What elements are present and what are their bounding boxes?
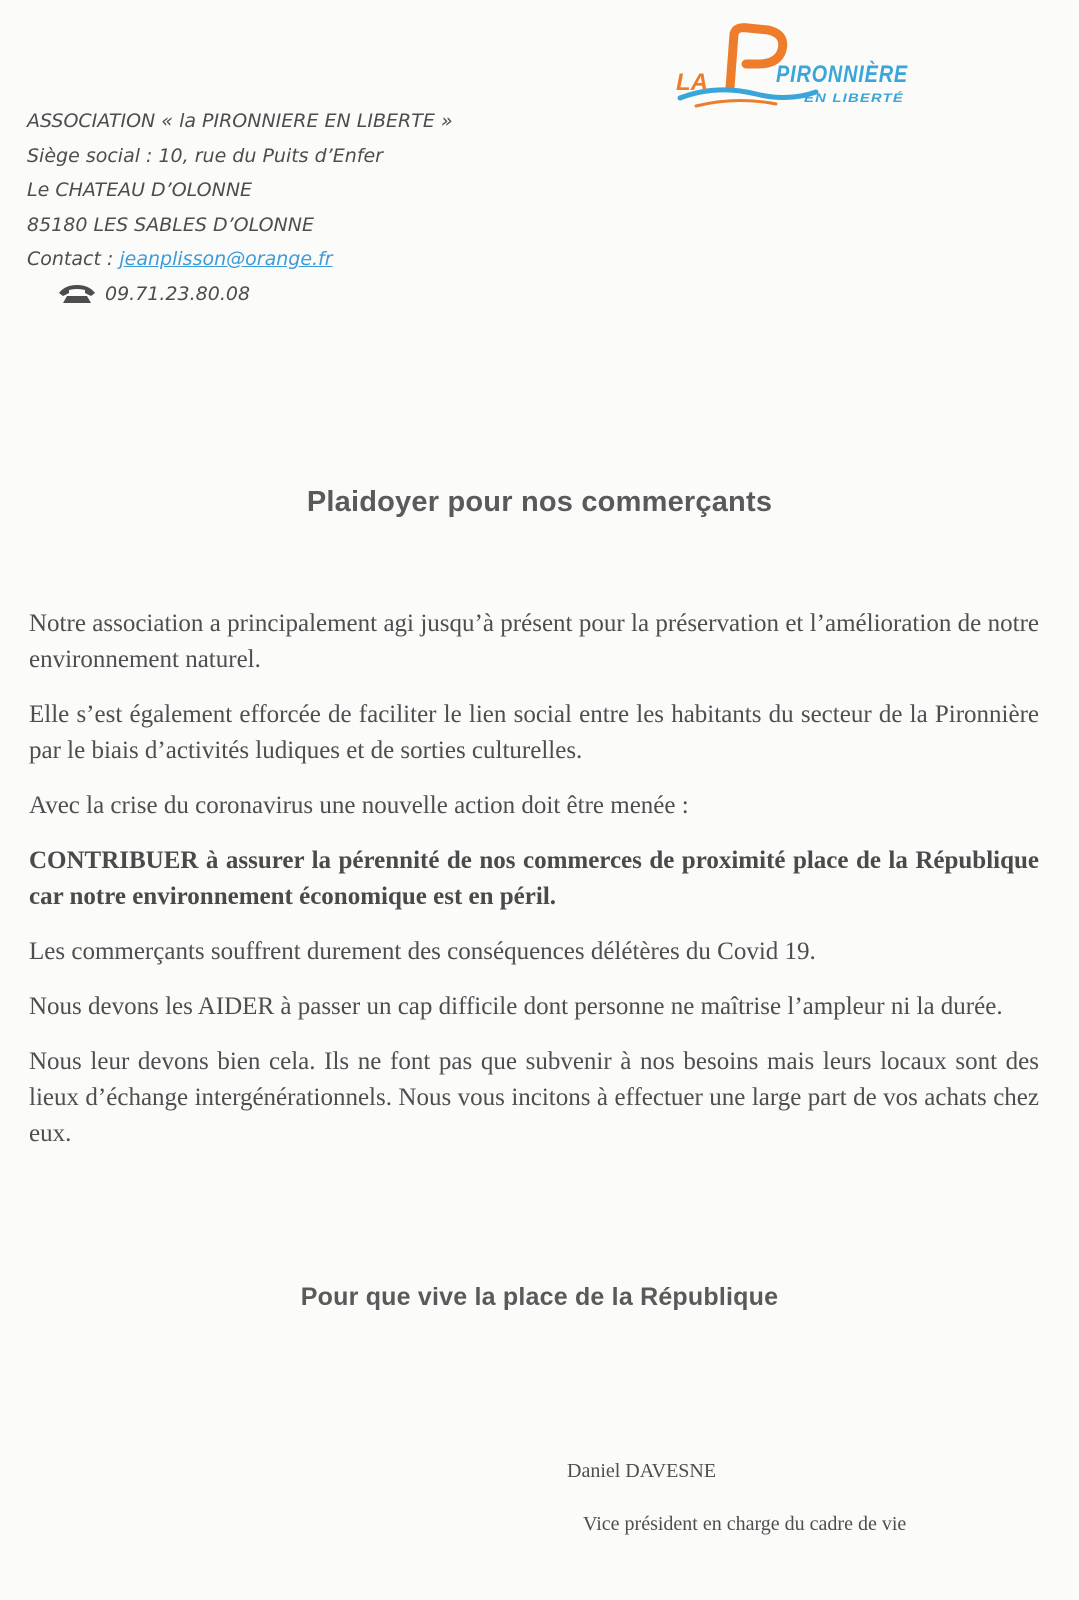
phone-number: 09.71.23.80.08 [105, 282, 251, 305]
closing-slogan: Pour que vive la place de la République [300, 1283, 779, 1311]
sender-postal: 85180 LES SABLES D’OLONNE [27, 213, 314, 236]
letter-body [29, 606, 1039, 1171]
logo-text-subtitle: EN LIBERTÉ [804, 91, 886, 105]
telephone-icon [57, 283, 97, 305]
sender-phone [27, 277, 453, 312]
sender-city: Le CHATEAU D’OLONNE [27, 179, 253, 201]
sender-address: Siège social : 10, rue du Puits d’Enfer [27, 144, 383, 167]
association-logo [676, 22, 936, 118]
paragraph-5: Les commerçants souffrent durement des conséquences délétères du Covid 19. [29, 938, 816, 965]
sender-association: ASSOCIATION « la PIRONNIERE EN LIBERTE » [27, 110, 453, 132]
logo-text-name: PIRONNIÈRE [776, 61, 936, 88]
sender-block [27, 104, 453, 311]
paragraph-6: Nous devons les AIDER à passer un cap difficile dont personne ne maîtrise l’ampleur ni la durée. [29, 993, 1003, 1020]
page-title: Plaidoyer pour nos commerçants [306, 486, 773, 518]
paragraph-4-emphasis: CONTRIBUER à assurer la pérennité de nos commerces de proximité place de la République car notre environnement économique est en péril. [29, 847, 1039, 910]
sender-contact [27, 242, 453, 277]
paragraph-3: Avec la crise du coronavirus une nouvelle action doit être menée : [29, 792, 689, 819]
signature-name: Daniel DAVESNE [567, 1460, 717, 1482]
logo-text-la: LA [676, 69, 708, 96]
paragraph-7: Nous leur devons bien cela. Ils ne font pas que subvenir à nos besoins mais leurs locaux sont des lieux d’échange intergénérationnels. Nous vous incitons à effectuer une large part de vos achats chez eux. [29, 1048, 1039, 1147]
email-link[interactable]: jeanplisson@orange.fr [119, 248, 333, 270]
paragraph-1: Notre association a principalement agi jusqu’à présent pour la préservation et l’amélioration de notre environnement naturel. [29, 610, 1039, 673]
contact-label: Contact : [27, 248, 120, 270]
paragraph-2: Elle s’est également efforcée de faciliter le lien social entre les habitants du secteur de la Pironnière par le biais d’activités ludiques et de sorties culturelles. [29, 701, 1039, 764]
logo-graphic [676, 22, 936, 118]
signature-role: Vice président en charge du cadre de vie [583, 1513, 907, 1535]
